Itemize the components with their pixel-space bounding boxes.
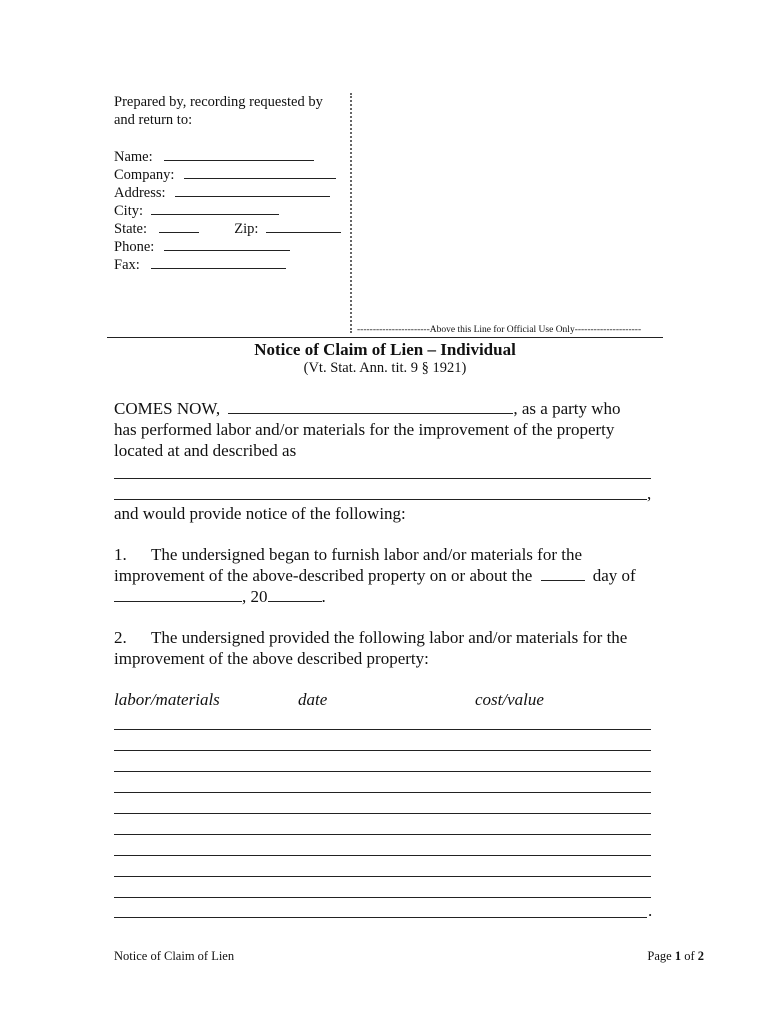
zip-label: Zip:: [234, 221, 259, 237]
entry-line[interactable]: [114, 897, 651, 898]
vertical-divider: [350, 93, 352, 333]
notice-line: and would provide notice of the following:: [114, 504, 406, 523]
company-field: [114, 165, 336, 184]
city-field: [114, 201, 279, 220]
document-title: Notice of Claim of Lien – Individual: [254, 340, 516, 359]
address-field: [114, 183, 330, 202]
page-of: of: [684, 949, 695, 963]
item-1-line2: improvement of the above-described property on or about the: [114, 566, 533, 585]
item-1-period: .: [321, 587, 326, 606]
page-number: [647, 949, 704, 964]
entries-period: .: [648, 901, 653, 920]
comes-now-paragraph: [114, 398, 659, 461]
header-rule: [107, 337, 663, 338]
entry-line[interactable]: [114, 876, 651, 877]
notice-text: [114, 503, 659, 524]
day-blank[interactable]: [541, 566, 585, 581]
name-label: Name:: [114, 149, 153, 165]
property-description-line1[interactable]: [114, 478, 651, 479]
entry-line[interactable]: [114, 792, 651, 793]
entry-line[interactable]: [114, 813, 651, 814]
item-2: [114, 627, 659, 669]
party-name-blank[interactable]: [228, 399, 513, 414]
month-blank[interactable]: [114, 587, 242, 602]
year-prefix: , 20: [242, 587, 268, 606]
entry-line[interactable]: [114, 855, 651, 856]
comes-now-text: COMES NOW,: [114, 399, 221, 418]
property-description-line2[interactable]: [114, 499, 647, 500]
item-2-line1: The undersigned provided the following labor and/or materials for the: [151, 628, 628, 647]
item-1-number: 1.: [114, 545, 127, 564]
zip-blank[interactable]: [266, 219, 341, 233]
prepared-by-line1: Prepared by, recording requested by: [114, 94, 323, 110]
item-1: [114, 544, 659, 607]
phone-field: [114, 237, 290, 256]
entry-line[interactable]: [114, 771, 651, 772]
entry-line[interactable]: [114, 917, 647, 918]
fax-field: [114, 255, 286, 274]
company-blank[interactable]: [184, 165, 336, 179]
state-zip-field: [114, 219, 341, 238]
city-blank[interactable]: [151, 201, 279, 215]
column-cost-value: cost/value: [475, 690, 544, 709]
fax-blank[interactable]: [151, 255, 286, 269]
column-date: date: [298, 690, 328, 709]
paragraph-line3: located at and described as: [114, 441, 297, 460]
name-blank[interactable]: [164, 147, 314, 161]
page-current: 1: [674, 949, 682, 963]
fax-label: Fax:: [114, 257, 140, 273]
city-label: City:: [114, 203, 144, 219]
phone-label: Phone:: [114, 239, 155, 255]
entry-line[interactable]: [114, 729, 651, 730]
column-labor-materials: labor/materials: [114, 690, 220, 709]
year-blank[interactable]: [268, 587, 322, 602]
party-who-text: , as a party who: [513, 399, 621, 418]
day-of-text: day of: [592, 566, 636, 585]
item-2-number: 2.: [114, 628, 127, 647]
state-label: State:: [114, 221, 148, 237]
prepared-by-block: [114, 93, 346, 129]
name-field: [114, 147, 314, 166]
phone-blank[interactable]: [164, 237, 290, 251]
page-total: 2: [697, 949, 704, 963]
paragraph-line2: has performed labor and/or materials for the improvement of the property: [114, 420, 615, 439]
statute-citation: (Vt. Stat. Ann. tit. 9 § 1921): [303, 360, 467, 376]
address-blank[interactable]: [175, 183, 330, 197]
official-use-line: -----------------------Above this Line for Official Use Only---------------------: [357, 325, 642, 335]
page-label: Page: [647, 949, 672, 963]
company-label: Company:: [114, 167, 175, 183]
entry-line[interactable]: [114, 834, 651, 835]
item-2-line2: improvement of the above described property:: [114, 649, 429, 668]
item-1-line1: The undersigned began to furnish labor and/or materials for the: [151, 545, 583, 564]
description-comma: ,: [647, 484, 652, 503]
entry-line[interactable]: [114, 750, 651, 751]
state-blank[interactable]: [159, 219, 199, 233]
address-label: Address:: [114, 185, 166, 201]
prepared-by-line2: and return to:: [114, 112, 193, 128]
footer-title: Notice of Claim of Lien: [114, 949, 235, 963]
